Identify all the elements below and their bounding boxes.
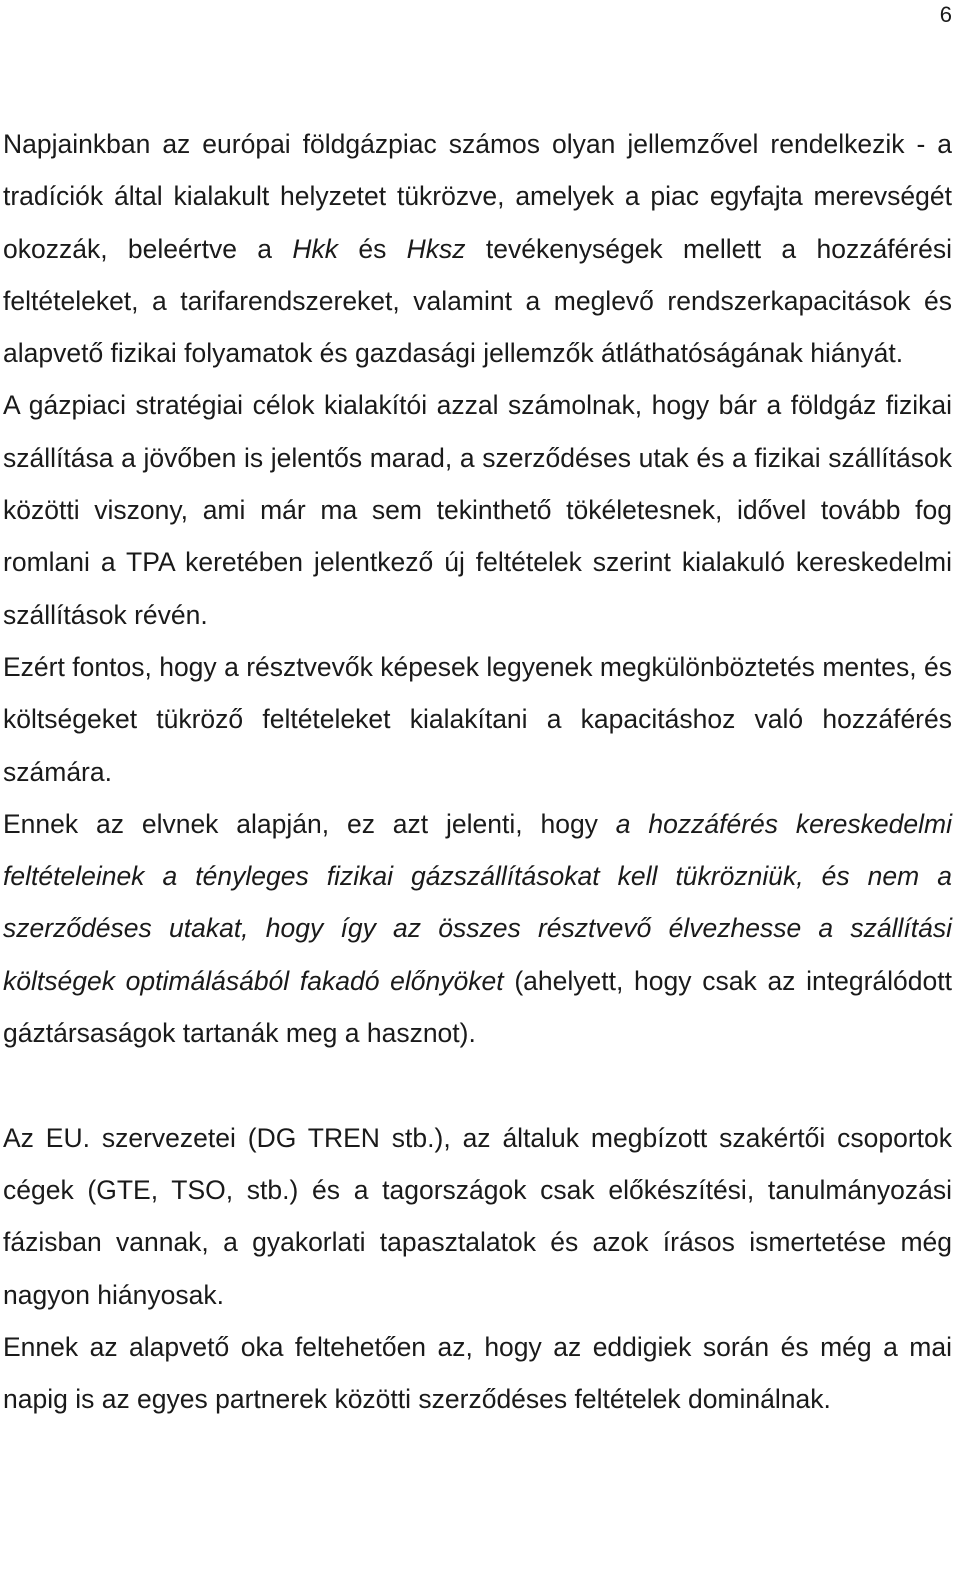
paragraph-text: Ennek az elvnek alapján, ez azt jelenti, hogy xyxy=(3,808,616,839)
paragraph-principle xyxy=(3,798,952,1059)
paragraph-strategic-goals: A gázpiaci stratégiai célok kialakítói azzal számolnak, hogy bár a földgáz fizikai szállítása a jövőben is jelentős marad, a szerződéses utak és a fizikai szállítások közötti viszony, ami már ma sem tekinthető tökéletesnek, idővel tovább fog romlani a TPA keretében jelentkező új feltételek szerint kialakuló kereskedelmi szállítások révén. xyxy=(3,390,952,630)
document-body xyxy=(3,118,952,1425)
italic-term-hksz: Hksz xyxy=(406,233,466,264)
paragraph-text: Napjainkban az európai földgázpiac számos olyan jellemzővel rendelkezik - a tradíciók által kialakult helyzetet tükrözve, amelyek a piac egyfajta merevségét okozzák, beleértve a xyxy=(3,129,952,264)
italic-term-hkk: Hkk xyxy=(292,233,338,264)
page-number: 6 xyxy=(939,2,952,27)
paragraph-basic-reason: Ennek az alapvető oka feltehetően az, hogy az eddigiek során és még a mai napig is az egyes partnerek közötti szerződéses feltételek dominálnak. xyxy=(3,1331,952,1415)
paragraph-text: (ahelyett, hogy csak az integrálódott gáztársaságok tartanák meg a hasznot). xyxy=(3,965,953,1049)
italic-emphasis: a hozzáférés kereskedelmi feltételeinek a tényleges fizikai gázszállításokat kell tükrözniük, és nem a szerződéses utakat, hogy így az összes résztvevő élvezhesse a szállítási költségek optimálásából fakadó előnyöket xyxy=(3,808,952,996)
paragraph-eu-organizations: Az EU. szervezetei (DG TREN stb.), az általuk megbízott szakértői csoportok cégek (GTE, TSO, stb.) és a tagországok csak előkészítési, tanulmányozási fázisban vannak, a gyakorlati tapasztalatok és azok írásos ismertetése még nagyon hiányosak. xyxy=(3,1122,952,1310)
paragraph-market-characteristics xyxy=(3,118,952,379)
paragraph-text: és xyxy=(338,233,407,264)
paragraph-participants: Ezért fontos, hogy a résztvevők képesek legyenek megkülönböztetés mentes, és költségeket tükröző feltételeket kialakítani a kapacitáshoz való hozzáférés számára. xyxy=(3,651,952,787)
paragraph-text: tevékenységek mellett a hozzáférési feltételeket, a tarifarendszereket, valamint a meglevő rendszerkapacitások és alapvető fizikai folyamatok és gazdasági jellemzők átláthatóságának hiányát. xyxy=(3,233,952,369)
